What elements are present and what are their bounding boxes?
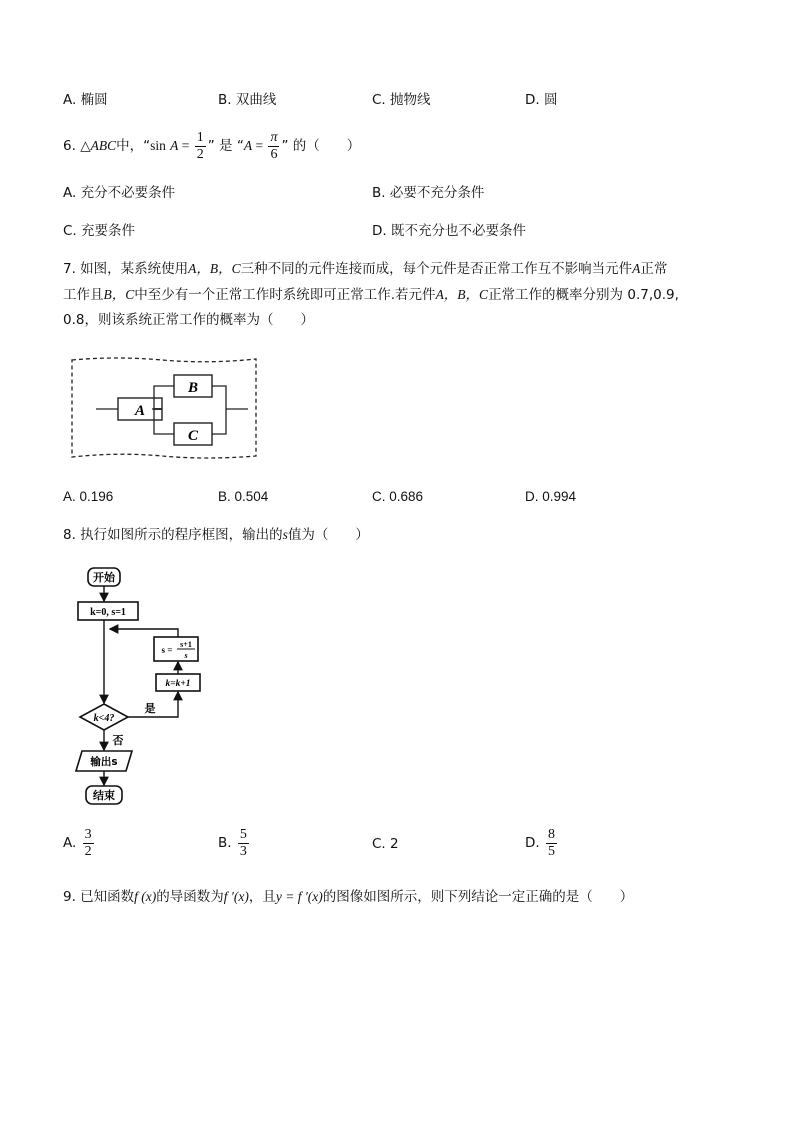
q8-option-a-label: A.	[63, 835, 77, 851]
question-9	[63, 888, 633, 906]
q8-option-a-frac	[83, 827, 94, 860]
flow-condition-label: k<4?	[93, 713, 115, 724]
q8-flowchart	[70, 564, 210, 810]
q6-option-a: A. 充分不必要条件	[63, 185, 176, 201]
q9-eqn: y = f ′(x)	[275, 889, 323, 904]
q6-mid: ” 是 “	[207, 138, 244, 154]
q7-wire-merge	[212, 386, 226, 434]
q8-s-var: s	[282, 527, 288, 542]
q8-option-d-den: 5	[547, 843, 555, 859]
q6-option-d: D. 既不充分也不必要条件	[372, 223, 526, 239]
q9-text-d: 的图像如图所示，则下列结论一定正确的是（ ）	[322, 889, 634, 905]
q5-option-c: C. 抛物线	[372, 92, 431, 108]
q7-label-a: A	[134, 403, 146, 419]
q7-line2-a: 工作且	[63, 287, 104, 303]
q6-a-var2: A	[243, 138, 253, 153]
q8-option-a	[63, 824, 96, 862]
flow-yes-label: 是	[144, 702, 156, 715]
q7-line1-a: 7. 如图，某系统使用	[63, 261, 189, 277]
flow-update-s-lhs: s =	[161, 645, 173, 655]
q7-option-c: C. 0.686	[372, 489, 424, 504]
q7-line2-vars2: A，B，C	[435, 287, 489, 302]
q7-line2-b: 中至少有一个正常工作时系统即可正常工作.若元件	[134, 287, 436, 303]
q8-text-b: 值为（ ）	[287, 527, 369, 543]
q8-option-b	[218, 824, 251, 862]
q6-abc: ABC	[90, 138, 117, 153]
q7-line2-vars: B，C	[103, 287, 135, 302]
flow-end-label: 结束	[93, 789, 115, 802]
q8-option-d	[525, 824, 559, 862]
q6-sin: sin	[150, 138, 166, 153]
q7-circuit-figure	[66, 352, 262, 464]
q9-text-b: 的导函数为	[156, 889, 224, 905]
q8-option-d-num: 8	[547, 826, 555, 842]
q8-option-a-num: 3	[84, 826, 92, 842]
q6-number: 6.	[63, 138, 76, 154]
q8-option-b-den: 3	[239, 843, 247, 859]
q8-option-d-label: D.	[525, 835, 540, 851]
q7-line1-var2: A	[632, 261, 641, 276]
q7-line-1	[63, 260, 667, 278]
q7-dashed-border	[72, 358, 256, 458]
flow-update-s-den: s	[184, 651, 188, 660]
q8-option-b-frac	[238, 827, 249, 860]
q8-option-a-den: 2	[84, 843, 92, 859]
q8-option-c: C. 2	[372, 836, 399, 852]
q7-label-c: C	[187, 428, 199, 444]
q8-option-b-num: 5	[239, 826, 247, 842]
q7-option-a: A. 0.196	[63, 489, 114, 504]
q7-line-3: 0.8，则该系统正常工作的概率为（ ）	[63, 312, 314, 328]
q7-option-b: B. 0.504	[218, 489, 269, 504]
q8-option-b-label: B.	[218, 835, 232, 851]
flow-start-label: 开始	[93, 571, 115, 584]
q6-option-c: C. 充要条件	[63, 223, 136, 239]
q5-option-d: D. 圆	[525, 92, 558, 108]
flow-update-s-num: s+1	[180, 640, 192, 649]
q6-frac-pi-den: 6	[270, 146, 278, 162]
q7-line1-b: 三种不同的元件连接而成，每个元件是否正常工作互不影响当元件	[240, 261, 633, 277]
q6-a-var: A	[170, 138, 179, 153]
q6-eq2: =	[252, 138, 267, 153]
q6-frac-half-num: 1	[196, 129, 204, 145]
q8-option-d-frac	[546, 827, 557, 860]
q9-fx: f (x)	[134, 889, 157, 904]
q6-frac-half-den: 2	[196, 146, 204, 162]
q6-triangle: △	[80, 138, 91, 154]
q7-option-d: D. 0.994	[525, 489, 577, 504]
q5-option-a: A. 椭圆	[63, 92, 108, 108]
q7-line-2	[63, 286, 679, 304]
question-6	[63, 128, 360, 164]
q7-line2-c: 正常工作的概率分别为 0.7,0.9,	[488, 287, 679, 303]
q6-frac-pi-num: π	[270, 129, 278, 145]
q6-tail: ” 的（ ）	[281, 138, 361, 154]
flow-loop-back	[110, 629, 178, 637]
q6-eq: =	[178, 138, 193, 153]
q6-option-b: B. 必要不充分条件	[372, 185, 485, 201]
q7-label-b: B	[187, 380, 199, 396]
q6-zhong: 中，“	[116, 138, 151, 154]
q5-option-b: B. 双曲线	[218, 92, 277, 108]
question-8	[63, 526, 369, 544]
q7-line1-c: 正常	[640, 261, 668, 277]
q8-text-a: 8. 执行如图所示的程序框图，输出的	[63, 527, 283, 543]
q7-line1-vars: A，B，C	[188, 261, 241, 276]
q9-fpx: f ′(x)	[223, 889, 249, 904]
q6-frac-pi	[268, 130, 279, 163]
q9-text-a: 9. 已知函数	[63, 889, 135, 905]
flow-output-label: 输出s	[90, 756, 118, 768]
flow-update-k-label: k=k+1	[165, 679, 191, 689]
flow-no-label: 否	[112, 734, 124, 747]
flow-init-label: k=0, s=1	[90, 607, 126, 618]
q9-text-c: ，且	[248, 889, 276, 905]
q6-frac-half	[195, 130, 206, 163]
